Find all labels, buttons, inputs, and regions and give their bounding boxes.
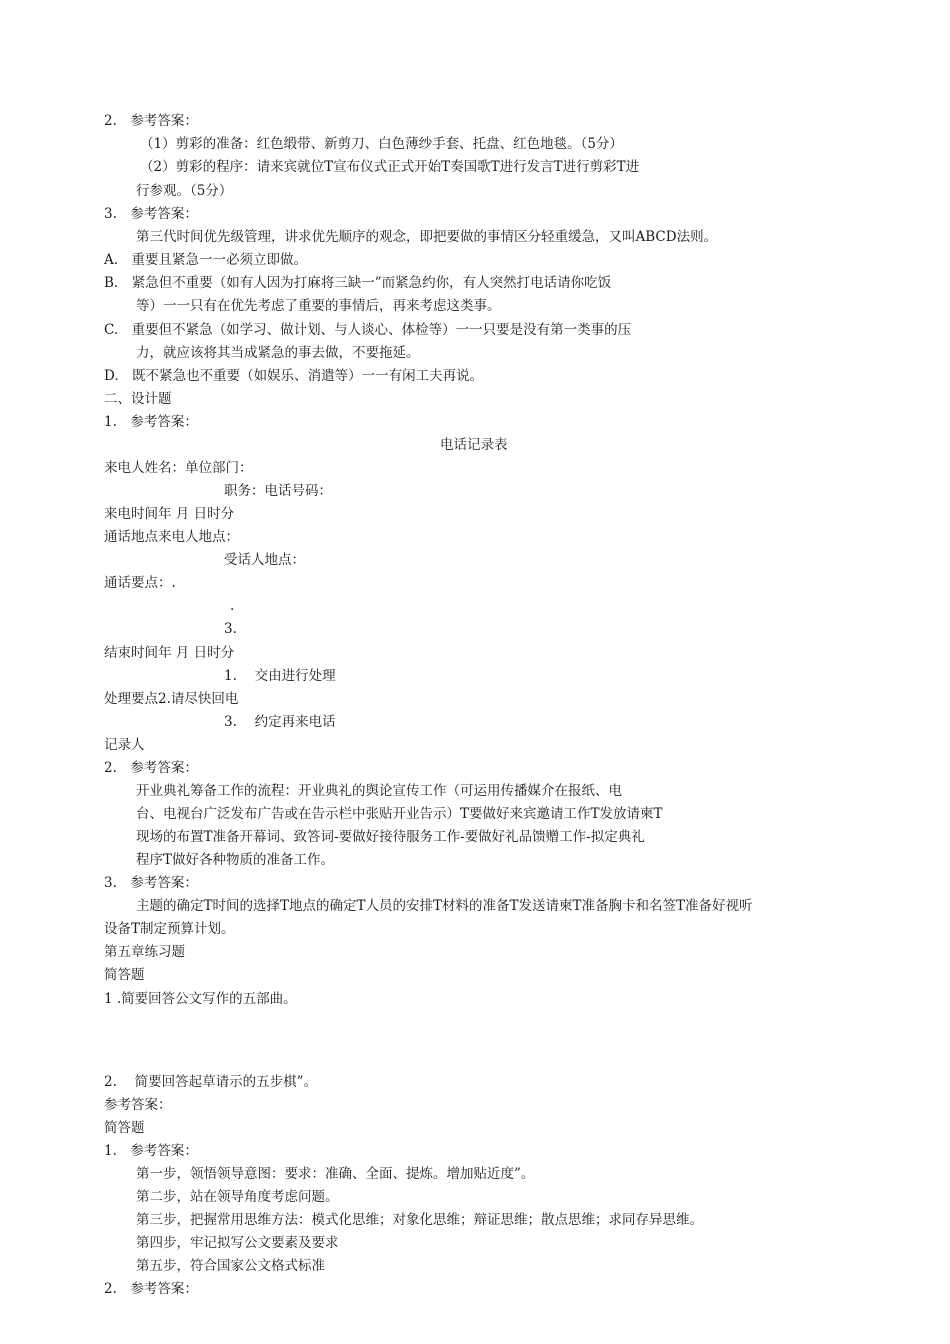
form-recorder: 记录人 bbox=[104, 737, 145, 753]
item-b: B. 紧急但不重要（如有人因为打麻将三缺一”而紧急约你，有人突然打电话请你吃饭 bbox=[104, 275, 612, 291]
opening-ceremony-flow-cont-2: 现场的布置T准备开幕词、致答词-要做好接待服务工作-要做好礼品馈赠工作-拟定典礼 bbox=[136, 829, 645, 845]
form-end-time: 结束时间年 月 日时分 bbox=[104, 645, 235, 661]
design-answer-2-heading: 2. 参考答案： bbox=[104, 760, 198, 776]
step-5: 第五步，符合国家公文格式标准 bbox=[136, 1258, 325, 1274]
form-call-points-dot: . bbox=[230, 598, 235, 614]
form-caller-location: 通话地点来电人地点： bbox=[104, 529, 239, 545]
item-b-cont: 等）一一只有在优先考虑了重要的事情后，再来考虑这类事。 bbox=[136, 298, 501, 314]
ribbon-cutting-procedure: （2）剪彩的程序：请来宾就位T宣布仪式正式开始T奏国歌T进行发言T进行剪彩T进 bbox=[140, 159, 640, 175]
item-c-cont: 力，就应该将其当成紧急的事去做，不要拖延。 bbox=[136, 345, 420, 361]
design-answer-1-heading: 1. 参考答案： bbox=[104, 414, 198, 430]
chapter-5-heading: 第五章练习题 bbox=[104, 944, 185, 960]
opening-ceremony-flow-cont-1: 台、电视台广泛发布广告或在告示栏中张贴开业告示）T要做好来宾邀请工作T发放请柬T bbox=[136, 806, 663, 822]
abcd-rule-intro: 第三代时间优先级管理，讲求优先顺序的观念，即把要做的事情区分轻重缓急，又叫ABCD法则。 bbox=[136, 229, 718, 245]
opening-ceremony-flow: 开业典礼筹备工作的流程：开业典礼的舆论宣传工作（可运用传播媒介在报纸、电 bbox=[136, 783, 622, 799]
reference-answer-label: 参考答案： bbox=[104, 1097, 172, 1113]
form-call-points: 通话要点：. bbox=[104, 575, 176, 591]
form-handling-1: 1. 交由进行处理 bbox=[224, 668, 336, 684]
ribbon-cutting-procedure-cont: 行参观。（5分） bbox=[136, 183, 233, 199]
item-a: A. 重要且紧急一一必须立即做。 bbox=[104, 252, 308, 268]
conference-prep-flow: 主题的确定T时间的选择T地点的确定T人员的安排T材料的准备T发送请柬T准备胸卡和名签T准备好视听 bbox=[136, 898, 753, 914]
step-4: 第四步，牢记拟写公文要素及要求 bbox=[136, 1235, 339, 1251]
phone-record-form-title: 电话记录表 bbox=[440, 437, 508, 453]
ribbon-cutting-preparation: （1）剪彩的准备：红色缎带、新剪刀、白色薄纱手套、托盘、红色地毯。（5分） bbox=[140, 136, 623, 152]
step-1: 第一步，领悟领导意图：要求：准确、全面、提炼。增加贴近度”。 bbox=[136, 1166, 535, 1182]
form-call-time: 来电时间年 月 日时分 bbox=[104, 506, 235, 522]
design-answer-3-heading: 3. 参考答案： bbox=[104, 875, 198, 891]
step-3: 第三步，把握常用思维方法：模式化思维；对象化思维；辩证思维；散点思维；求同存异思维。 bbox=[136, 1212, 703, 1228]
form-caller-name: 来电人姓名：单位部门： bbox=[104, 460, 253, 476]
item-d: D. 既不紧急也不重要（如娱乐、消遣等）一一有闲工夫再说。 bbox=[104, 368, 484, 384]
form-receiver-location: 受话人地点： bbox=[224, 552, 305, 568]
question-1: 1 .简要回答公文写作的五部曲。 bbox=[104, 991, 297, 1007]
answer-2-heading-bottom: 2. 参考答案： bbox=[104, 1281, 198, 1297]
form-position-phone: 职务：电话号码： bbox=[224, 483, 332, 499]
answer-3-heading: 3. 参考答案： bbox=[104, 206, 198, 222]
opening-ceremony-flow-cont-3: 程序T做好各种物质的准备工作。 bbox=[136, 852, 335, 868]
short-answer-heading: 简答题 bbox=[104, 967, 145, 983]
conference-prep-flow-cont: 设备T制定预算计划。 bbox=[104, 921, 235, 937]
answer-2-heading: 2. 参考答案： bbox=[104, 113, 198, 129]
short-answer-heading-2: 简答题 bbox=[104, 1120, 145, 1136]
item-c: C. 重要但不紧急（如学习、做计划、与人谈心、体检等）一一只要是没有第一类事的压 bbox=[104, 322, 632, 338]
answer-1-heading: 1. 参考答案： bbox=[104, 1143, 198, 1159]
step-2: 第二步，站在领导角度考虑问题。 bbox=[136, 1189, 339, 1205]
section-design-heading: 二、设计题 bbox=[104, 391, 172, 407]
question-2: 2. 简要回答起草请示的五步棋”。 bbox=[104, 1074, 318, 1090]
form-handling-3: 3. 约定再来电话 bbox=[224, 714, 336, 730]
form-handling-points: 处理要点2.请尽快回电 bbox=[104, 691, 239, 707]
form-call-points-3: 3. bbox=[224, 621, 237, 637]
